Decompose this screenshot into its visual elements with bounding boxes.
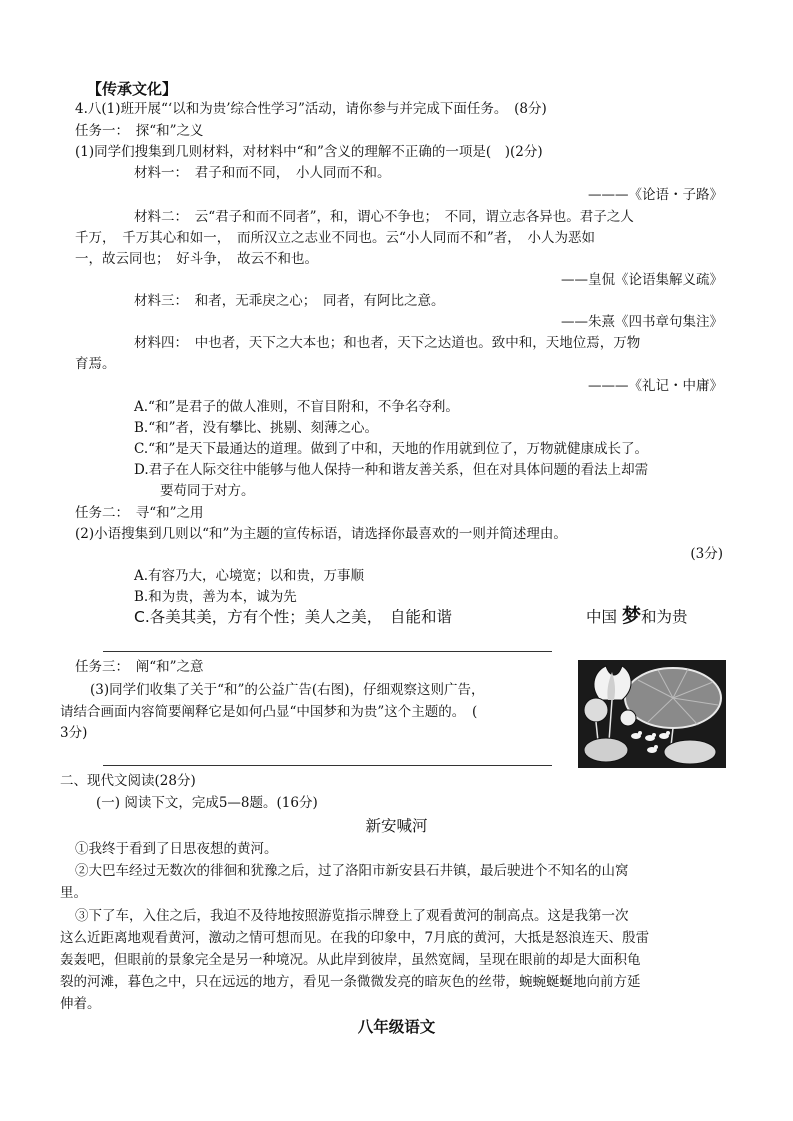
- page-footer: 八年级语文: [357, 1017, 436, 1036]
- task3-title: 任务三： 阐“和”之意: [75, 659, 204, 675]
- material-3-source: ——朱熹《四书章句集注》: [561, 314, 723, 330]
- slogan-c: C.各美其美，方有个性；美人之美， 自能和谐: [134, 608, 453, 626]
- paragraph-2-line-1: ②大巴车经过无数次的徘徊和犹豫之后，过了洛阳市新安县石井镇，最后驶进个不知名的山窝: [75, 863, 629, 879]
- option-1b: B.“和”者，没有攀比、挑剔、刻薄之心。: [134, 420, 379, 436]
- answer-line-2: [103, 651, 552, 652]
- paragraph-1: ①我终于看到了日思夜想的黄河。: [75, 841, 278, 857]
- material-4-source: ———《礼记・中庸》: [588, 378, 723, 394]
- option-1c: C.“和”是天下最通达的道理。做到了中和，天地的作用就到位了，万物就健康成长了。: [134, 441, 648, 457]
- task3-question-line-1: (3)同学们收集了关于“和”的公益广告(右图)，仔细观察这则广告，: [90, 682, 485, 698]
- material-2-line-2: 千万， 千万其心和如一， 而所汉立之志业不同也。云“小人同而不和”者， 小人为恶如: [75, 230, 596, 246]
- material-2-line-1: 材料二： 云“君子和而不同者”，和，谓心不争也； 不同，谓立志各异也。君子之人: [134, 209, 634, 225]
- answer-line-3: [103, 765, 552, 766]
- material-4-line-1: 材料四： 中也者，天下之大本也；和也者，天下之达道也。致中和，天地位焉，万物: [134, 335, 641, 351]
- option-1a: A.“和”是君子的做人准则，不盲目附和，不争名夺利。: [134, 399, 459, 415]
- slogan-b: B.和为贵，善为本，诚为先: [134, 589, 297, 605]
- poster-caption-right: 和为贵: [640, 608, 688, 626]
- material-4-line-2: 育焉。: [75, 356, 116, 372]
- task3-question-line-2: 请结合画面内容简要阐释它是如何凸显“中国梦和为贵”这个主题的。 (: [60, 704, 478, 720]
- poster-caption-left: 中国: [586, 608, 618, 626]
- task1-title: 任务一： 探“和”之义: [75, 123, 204, 139]
- section-heading: 【传承文化】: [87, 80, 178, 98]
- task1-question: (1)同学们搜集到几则材料，对材料中“和”含义的理解不正确的一项是( )(2分): [75, 144, 543, 160]
- option-1d-line-1: D.君子在人际交往中能够与他人保持一种和谐友善关系，但在对具体问题的看法上却需: [134, 462, 649, 478]
- material-1: 材料一： 君子和而不同， 小人同而不和。: [134, 165, 391, 181]
- public-service-poster: [578, 660, 726, 768]
- paragraph-3-line-1: ③下了车，入住之后，我迫不及待地按照游览指示牌登上了观看黄河的制高点。这是我第一次: [75, 908, 629, 924]
- article-title: 新安喊河: [365, 817, 428, 835]
- material-3: 材料三： 和者，无乖戾之心； 同者，有阿比之意。: [134, 293, 445, 309]
- material-1-source: ———《论语・子路》: [588, 187, 723, 203]
- paragraph-3-line-4: 裂的河滩，暮色之中，只在远远的地方，看见一条微微发亮的暗灰色的丝带，蜿蜿蜒蜒地向前方延: [60, 974, 641, 990]
- paragraph-2-line-2: 里。: [60, 885, 87, 901]
- task2-question: (2)小语搜集到几则以“和”为主题的宣传标语，请选择你最喜欢的一则并简述理由。: [75, 526, 567, 542]
- paragraph-3-line-5: 伸着。: [60, 996, 101, 1012]
- paragraph-3-line-2: 这么近距离地观看黄河，激动之情可想而见。在我的印象中，7月底的黄河，大抵是怒浪连天、殷雷: [60, 930, 650, 946]
- part2-subheading: (一) 阅读下文，完成5—8题。(16分): [96, 795, 318, 811]
- task2-title: 任务二： 寻“和”之用: [75, 505, 204, 521]
- question-4-stem: 4.八(1)班开展“‘以和为贵’综合性学习”活动，请你参与并完成下面任务。 (8分): [75, 101, 547, 117]
- paragraph-3-line-3: 轰轰吧，但眼前的景象完全是另一种境况。从此岸到彼岸，虽然宽阔，呈现在眼前的却是大面积龟: [60, 952, 641, 968]
- material-2-source: ——皇侃《论语集解义疏》: [561, 272, 723, 288]
- material-2-line-3: 一，故云同也； 好斗争， 故云不和也。: [75, 251, 318, 267]
- task2-score: (3分): [690, 546, 723, 562]
- task3-question-line-3: 3分): [60, 725, 88, 741]
- poster-caption: [586, 607, 687, 626]
- slogan-a: A.有容乃大，心境宽；以和贵，万事顺: [134, 568, 365, 584]
- part2-heading: 二、现代文阅读(28分): [60, 773, 196, 789]
- poster-caption-meng: 梦: [621, 605, 641, 627]
- option-1d-line-2: 要苟同于对方。: [160, 483, 255, 499]
